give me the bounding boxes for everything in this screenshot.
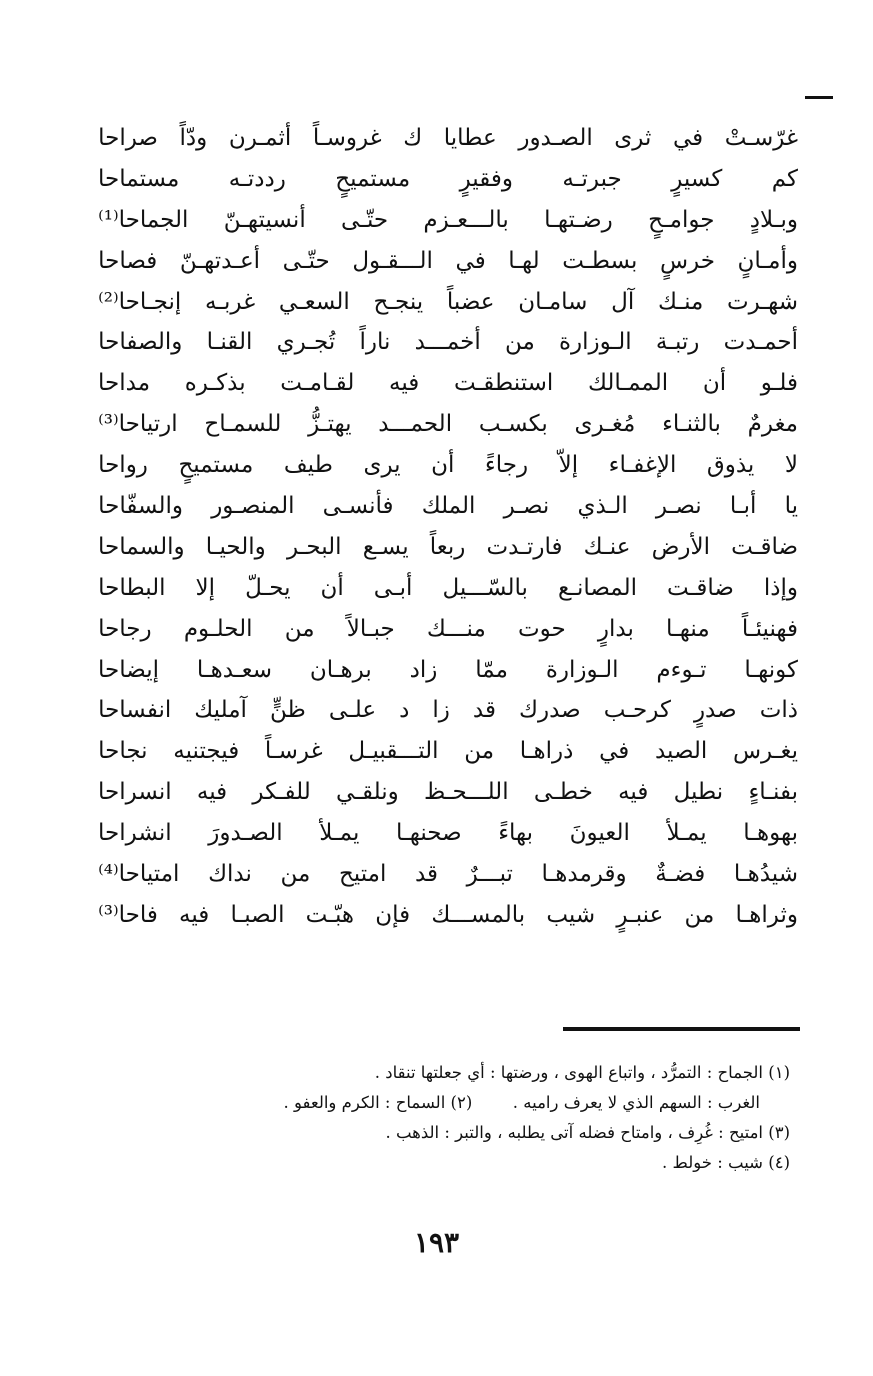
verse-word: ضاقـت <box>667 574 734 601</box>
verse-word: حوت <box>517 615 566 642</box>
verse-word: يمـلأ <box>666 820 707 847</box>
verse-word: فضـةٌ <box>655 861 706 888</box>
verse-word: شهـرت <box>727 288 798 315</box>
verse-word: الأرض <box>651 533 710 560</box>
verse-line <box>98 322 798 363</box>
verse-word: اللـــحـظ <box>423 779 509 806</box>
verse-word: لهـا <box>508 247 540 274</box>
verse-word: الـذي <box>577 493 628 520</box>
verse-word: ذات <box>759 697 798 724</box>
verse-word: البحـر <box>286 533 342 560</box>
verse-word: والسفّاحا <box>98 493 184 520</box>
verse-word: خرسٍ <box>659 247 715 274</box>
verse-word: بالـــعـزم <box>423 206 509 233</box>
verse-word: للسمـاح <box>204 411 282 438</box>
verse-word: المصانـع <box>557 574 637 601</box>
verse-word: يسـع <box>362 533 409 560</box>
verse-word: امتياحا⁽⁴⁾ <box>98 861 180 888</box>
verse-word: بدارٍ <box>597 615 634 642</box>
verse-word: ضاقـت <box>731 533 798 560</box>
verse-word: وإذا <box>763 574 798 601</box>
verse-word: في <box>455 247 486 274</box>
verse-word: فيه <box>389 370 420 397</box>
verse-word: فاحا⁽³⁾ <box>98 901 158 928</box>
verse-word: يحـلّ <box>245 574 291 601</box>
verse-word: ودّاً <box>179 125 208 151</box>
verse-word: منـك <box>657 288 704 315</box>
verse-word: غرسـاً <box>264 738 323 765</box>
verse-line <box>98 690 798 731</box>
verse-word: عضباً <box>446 288 495 315</box>
footnote-4: (٤) شيب : خولط . <box>662 1153 790 1172</box>
verse-word: بسطـت <box>562 247 638 274</box>
verse-word: فيه <box>618 779 649 806</box>
verse-line <box>98 854 798 895</box>
verse-word: وثراهـا <box>735 901 798 928</box>
verse-word: نطيل <box>673 779 724 806</box>
verse-word: مُغـرى <box>574 411 636 438</box>
verse-word: مستماحا <box>98 165 180 192</box>
verse-word: رجاءً <box>484 452 529 479</box>
verse-word: فلـو <box>760 370 798 397</box>
verse-word: آمليك <box>194 697 247 724</box>
verse-word: الحلـوم <box>183 615 253 642</box>
verse-word: قد <box>472 697 496 724</box>
page-edge-mark <box>805 96 833 99</box>
verse-line <box>98 731 798 772</box>
verse-word: يرى <box>363 452 401 479</box>
verse-word: جبـالاً <box>346 615 395 642</box>
verse-word: تـوءم <box>656 656 707 683</box>
verse-word: ارتياحا⁽³⁾ <box>98 411 178 438</box>
verse-word: غرّسـتْ <box>724 125 798 151</box>
verse-word: أعـدتهـنّ <box>179 247 261 274</box>
verse-word: الصيد <box>654 738 708 765</box>
verse-word: عنبـرٍ <box>616 901 664 928</box>
verse-word: وقرمدهـا <box>541 861 627 888</box>
verse-word: بهوهـا <box>743 820 798 847</box>
verse-word: الممـالك <box>588 370 669 397</box>
verse-word: بكسـب <box>478 411 548 438</box>
footnote-gloss-gharb: الغرب : السهم الذي لا يعرف راميه . <box>512 1093 760 1112</box>
verse-word: بالثنـاء <box>662 411 721 438</box>
verse-word: أخمـــد <box>414 329 481 356</box>
verse-word: مغرمٌ <box>747 411 798 438</box>
verse-word: ظنٍّ <box>269 697 306 724</box>
verse-line <box>98 404 798 445</box>
verse-word: مداحا <box>98 370 151 397</box>
verse-word: قد <box>414 861 439 888</box>
verse-word: بهاءً <box>498 820 534 847</box>
verse-word: الـــقـول <box>352 247 433 274</box>
verse-line <box>98 118 798 159</box>
verse-word: امتيح <box>338 861 387 888</box>
verse-word: السعـي <box>278 288 350 315</box>
verse-word: هبّـت <box>305 901 355 928</box>
verse-word: في <box>599 738 630 765</box>
verse-word: نصـر <box>503 493 550 520</box>
verse-word: أنسيتهـنّ <box>223 206 306 233</box>
verse-word: ثرى <box>614 125 652 151</box>
verse-word: خطـى <box>533 779 593 806</box>
verse-line <box>98 527 798 568</box>
verse-word: انشراحا <box>98 820 172 847</box>
verse-word: القنـا <box>206 329 253 356</box>
verse-word: والسماحا <box>98 533 185 560</box>
verse-word: د <box>399 697 410 724</box>
verse-word: يمـلأ <box>319 820 360 847</box>
verse-word: أبـا <box>729 493 757 520</box>
verse-word: منهـا <box>666 615 710 642</box>
verse-word: استنطقـت <box>453 370 554 397</box>
footnote-separator <box>563 1027 800 1031</box>
verse-word: لقـامـت <box>280 370 355 397</box>
verse-word: مستميحٍ <box>178 452 254 479</box>
verse-line <box>98 445 798 486</box>
verse-word: كرحـب <box>603 697 671 724</box>
verse-line <box>98 282 798 323</box>
verse-line <box>98 895 798 936</box>
footnote-1: (١) الجماح : التمرُّد ، واتباع الهوى ، ورضتها : أي جعلتها تنقاد . <box>374 1063 790 1082</box>
verse-word: عطايا <box>443 125 497 151</box>
verse-line <box>98 363 798 404</box>
verse-word: شيب <box>546 901 596 928</box>
verse-word: إنجـاحا⁽²⁾ <box>98 288 182 315</box>
verse-line <box>98 772 798 813</box>
verse-word: عنـك <box>583 533 631 560</box>
verse-word: تُجـري <box>276 329 336 356</box>
poem-body <box>98 118 798 936</box>
verse-word: غربـه <box>204 288 256 315</box>
verse-word: الحمـــد <box>378 411 453 438</box>
verse-word: منـــك <box>426 615 486 642</box>
verse-word: صحنهـا <box>395 820 462 847</box>
verse-word: صدرٍ <box>693 697 737 724</box>
verse-word: يهتـزُّ <box>308 411 352 438</box>
verse-word: الـوزارة <box>559 329 632 356</box>
verse-word: أبـى <box>373 574 413 601</box>
verse-word: إيضاحا <box>98 656 159 683</box>
verse-line <box>98 813 798 854</box>
verse-word: وفقيرٍ <box>459 165 513 192</box>
verse-word: كسيرٍ <box>671 165 723 192</box>
verse-word: وأمـانٍ <box>737 247 798 274</box>
verse-word: إلا <box>195 574 216 601</box>
verse-word: صراحا <box>98 125 158 151</box>
verse-line <box>98 568 798 609</box>
verse-word: كم <box>771 165 798 192</box>
verse-word: فأنسـى <box>322 493 394 520</box>
footnotes <box>140 1058 790 1178</box>
verse-word: الجماحا⁽¹⁾ <box>98 206 189 233</box>
verse-word: أحمـدت <box>723 329 798 356</box>
verse-word: الصبـا <box>230 901 285 928</box>
verse-word: بالمســـك <box>431 901 526 928</box>
verse-word: الملك <box>421 493 476 520</box>
verse-word: انسراحا <box>98 779 172 806</box>
verse-word: رواحا <box>98 452 148 479</box>
verse-word: سامـان <box>518 288 588 315</box>
verse-word: رجاحا <box>98 615 152 642</box>
footnote-3: (٣) امتيح : غُرِف ، وامتاح فضله آتى يطلبه ، والتبر : الذهب . <box>385 1123 790 1142</box>
verse-word: نداك <box>208 861 252 888</box>
footnote-continuation <box>140 1088 790 1118</box>
verse-word: ونلقـي <box>336 779 399 806</box>
verse-word: في <box>672 125 704 151</box>
verse-word: جوامـحٍ <box>648 206 715 233</box>
verse-word: جبرتـه <box>562 165 622 192</box>
verse-word: ممّا <box>475 656 508 683</box>
verse-word: للفـكر <box>252 779 311 806</box>
verse-word: ربعاً <box>429 533 466 560</box>
verse-word: علـى <box>328 697 377 724</box>
verse-word: حتّـى <box>341 206 389 233</box>
verse-line <box>98 200 798 241</box>
verse-word: لا <box>784 452 798 479</box>
verse-line <box>98 609 798 650</box>
footnote-2: (٢) السماح : الكرم والعفو . <box>283 1093 473 1112</box>
verse-word: برهـان <box>309 656 372 683</box>
verse-word: آل <box>611 288 635 315</box>
verse-word: فإن <box>375 901 411 928</box>
verse-word: العيونَ <box>569 820 630 847</box>
verse-word: فيه <box>196 779 228 806</box>
verse-word: بفنـاءٍ <box>748 779 798 806</box>
verse-word: زاد <box>409 656 438 683</box>
verse-line <box>98 486 798 527</box>
verse-word: ك <box>403 125 423 151</box>
verse-word: الـوزارة <box>545 656 619 683</box>
verse-word: رددتـه <box>228 165 286 192</box>
verse-word: والحيـا <box>205 533 266 560</box>
verse-word: زا <box>432 697 450 724</box>
verse-word: يغـرس <box>732 738 798 765</box>
verse-word: من <box>464 738 495 765</box>
verse-word: رتبـة <box>655 329 700 356</box>
verse-word: يذوق <box>706 452 755 479</box>
verse-word: يا <box>784 493 798 520</box>
verse-word: نصـر <box>655 493 702 520</box>
verse-word: ينجـح <box>373 288 424 315</box>
verse-word: بالسّـــيل <box>442 574 528 601</box>
verse-word: والصفاحا <box>98 329 183 356</box>
verse-word: سعـدهـا <box>196 656 272 683</box>
verse-word: أن <box>431 452 455 479</box>
verse-word: شيدُهـا <box>733 861 798 888</box>
verse-word: الإغفـاء <box>608 452 677 479</box>
verse-word: نجاحا <box>98 738 148 765</box>
verse-word: فهنيئـاً <box>741 615 798 642</box>
verse-word: التـــقبيـل <box>348 738 439 765</box>
verse-word: كونهـا <box>744 656 798 683</box>
verse-word: فيجتنيه <box>173 738 240 765</box>
verse-word: من <box>504 329 535 356</box>
page-number: ١٩٣ <box>413 1226 460 1259</box>
verse-word: رضـتهـا <box>544 206 613 233</box>
verse-word: ناراً <box>359 329 391 356</box>
verse-word: الصـدورَ <box>208 820 283 847</box>
verse-word: من <box>280 861 311 888</box>
verse-word: حتّـى <box>282 247 330 274</box>
verse-word: بذكـره <box>184 370 246 397</box>
verse-line <box>98 159 798 200</box>
verse-word: تبـــرٌ <box>466 861 513 888</box>
verse-word: طيف <box>283 452 333 479</box>
verse-word: غروسـاً <box>312 125 382 151</box>
verse-word: أن <box>320 574 344 601</box>
verse-word: فارتـدت <box>486 533 563 560</box>
verse-word: البطاحا <box>98 574 166 601</box>
verse-word: فصاحا <box>98 247 158 274</box>
verse-word: أثمـرن <box>228 125 292 151</box>
verse-word: المنصـور <box>211 493 295 520</box>
verse-line <box>98 241 798 282</box>
verse-word: ذراهـا <box>519 738 574 765</box>
verse-word: فيه <box>179 901 210 928</box>
verse-line <box>98 650 798 691</box>
verse-word: صدرك <box>519 697 581 724</box>
verse-word: من <box>684 901 715 928</box>
verse-word: مستميحٍ <box>335 165 411 192</box>
verse-word: الصـدور <box>518 125 593 151</box>
verse-word: من <box>284 615 315 642</box>
verse-word: أن <box>702 370 727 397</box>
verse-word: انفساحا <box>98 697 172 724</box>
verse-word: إلاّ <box>558 452 579 479</box>
verse-word: وبـلادٍ <box>749 206 798 233</box>
